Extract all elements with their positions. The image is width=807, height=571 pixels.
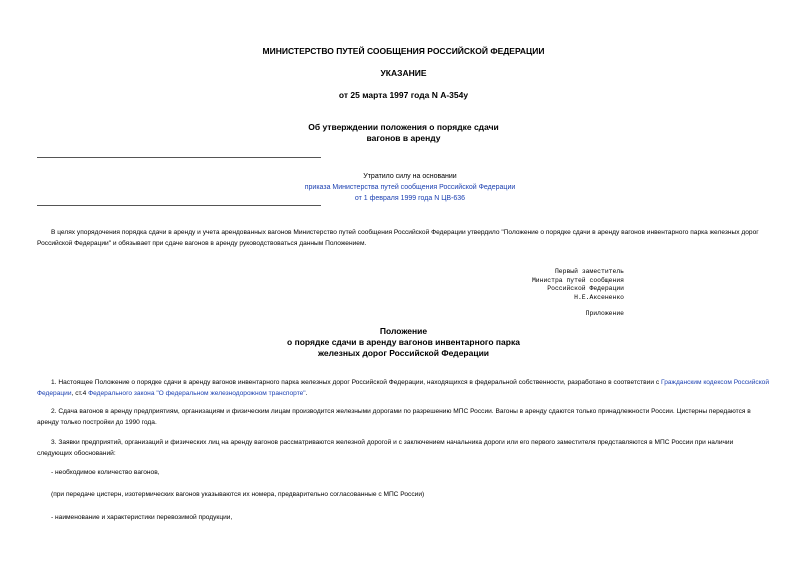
order-link-line2[interactable]: от 1 февраля 1999 года N ЦВ-636 <box>354 195 466 202</box>
document-date-number: от 25 марта 1997 года N А-354у <box>338 90 469 100</box>
document-type: УКАЗАНИЕ <box>380 68 427 78</box>
document-title-line2: вагонов в аренду <box>366 133 441 143</box>
regulation-title-line3: железных дорог Российской Федерации <box>317 348 490 358</box>
divider-bottom <box>37 205 321 206</box>
list-item-products: - наименование и характеристики перевозимой продукции, <box>51 514 233 521</box>
regulation-title-line2: о порядке сдачи в аренду вагонов инвентарного парка <box>287 337 520 347</box>
signature-country: Российской Федерации <box>547 285 624 292</box>
paragraph-1 <box>37 377 770 399</box>
document-title-line1: Об утверждении положения о порядке сдачи <box>308 122 499 132</box>
paragraph-1-end: . <box>305 390 308 397</box>
list-item-tank-note: (при передаче цистерн, изотермических вагонов указываются их номера, предварительно согласованные с МПС России) <box>51 491 425 498</box>
signature-position: Первый заместитель <box>554 268 624 275</box>
divider-top <box>37 157 321 158</box>
appendix-label: Приложение <box>585 310 624 317</box>
intro-paragraph: В целях упорядочения порядка сдачи в аренду и учета арендованных вагонов Министерство путей сообщения Российской Федерации утвердило "Положение о порядке сдачи в аренду вагонов инвентарного парка железных дорог Российской Федерации" и обязывает при сдаче вагонов в аренду руководствоваться данным Положением. <box>37 229 759 247</box>
signature-ministry: Министра путей сообщения <box>531 276 624 284</box>
civil-code-link[interactable]: Гражданским кодексом Российской Федерации <box>37 379 770 397</box>
federal-law-link[interactable]: Федерального закона "О федеральном железнодорожном транспорте" <box>88 390 306 397</box>
status-note <box>240 171 580 204</box>
signature-name: Н.Е.Аксененко <box>574 293 624 301</box>
order-link-line1[interactable]: приказа Министерства путей сообщения Российской Федерации <box>304 184 516 191</box>
status-note-text: Утратило силу на основании <box>363 173 457 180</box>
paragraph-2: 2. Сдача вагонов в аренду предприятиям, организациям и физическим лицам производится железными дорогами по разрешению МПС России. Вагоны в аренду сдаются только принадлежности России. Цистерны передаются в аренду только постройки до 1990 года. <box>37 408 751 426</box>
list-item-quantity: - необходимое количество вагонов, <box>51 469 160 476</box>
paragraph-1-mid: , ст.4 <box>71 390 89 397</box>
ministry-heading: МИНИСТЕРСТВО ПУТЕЙ СООБЩЕНИЯ РОССИЙСКОЙ ФЕДЕРАЦИИ <box>262 46 545 56</box>
regulation-title-line1: Положение <box>379 326 428 336</box>
paragraph-1-text: 1. Настоящее Положение о порядке сдачи в аренду вагонов инвентарного парка железных дорог Российской Федерации, находящихся в федеральной собственности, разработано в соответствии с <box>51 379 661 386</box>
paragraph-3: 3. Заявки предприятий, организаций и физических лиц на аренду вагонов рассматриваются железной дорогой и с заключением начальника дороги или его первого заместителя представляются в МПС России при наличии следующих обоснований: <box>37 439 734 457</box>
signature-block <box>430 268 624 319</box>
